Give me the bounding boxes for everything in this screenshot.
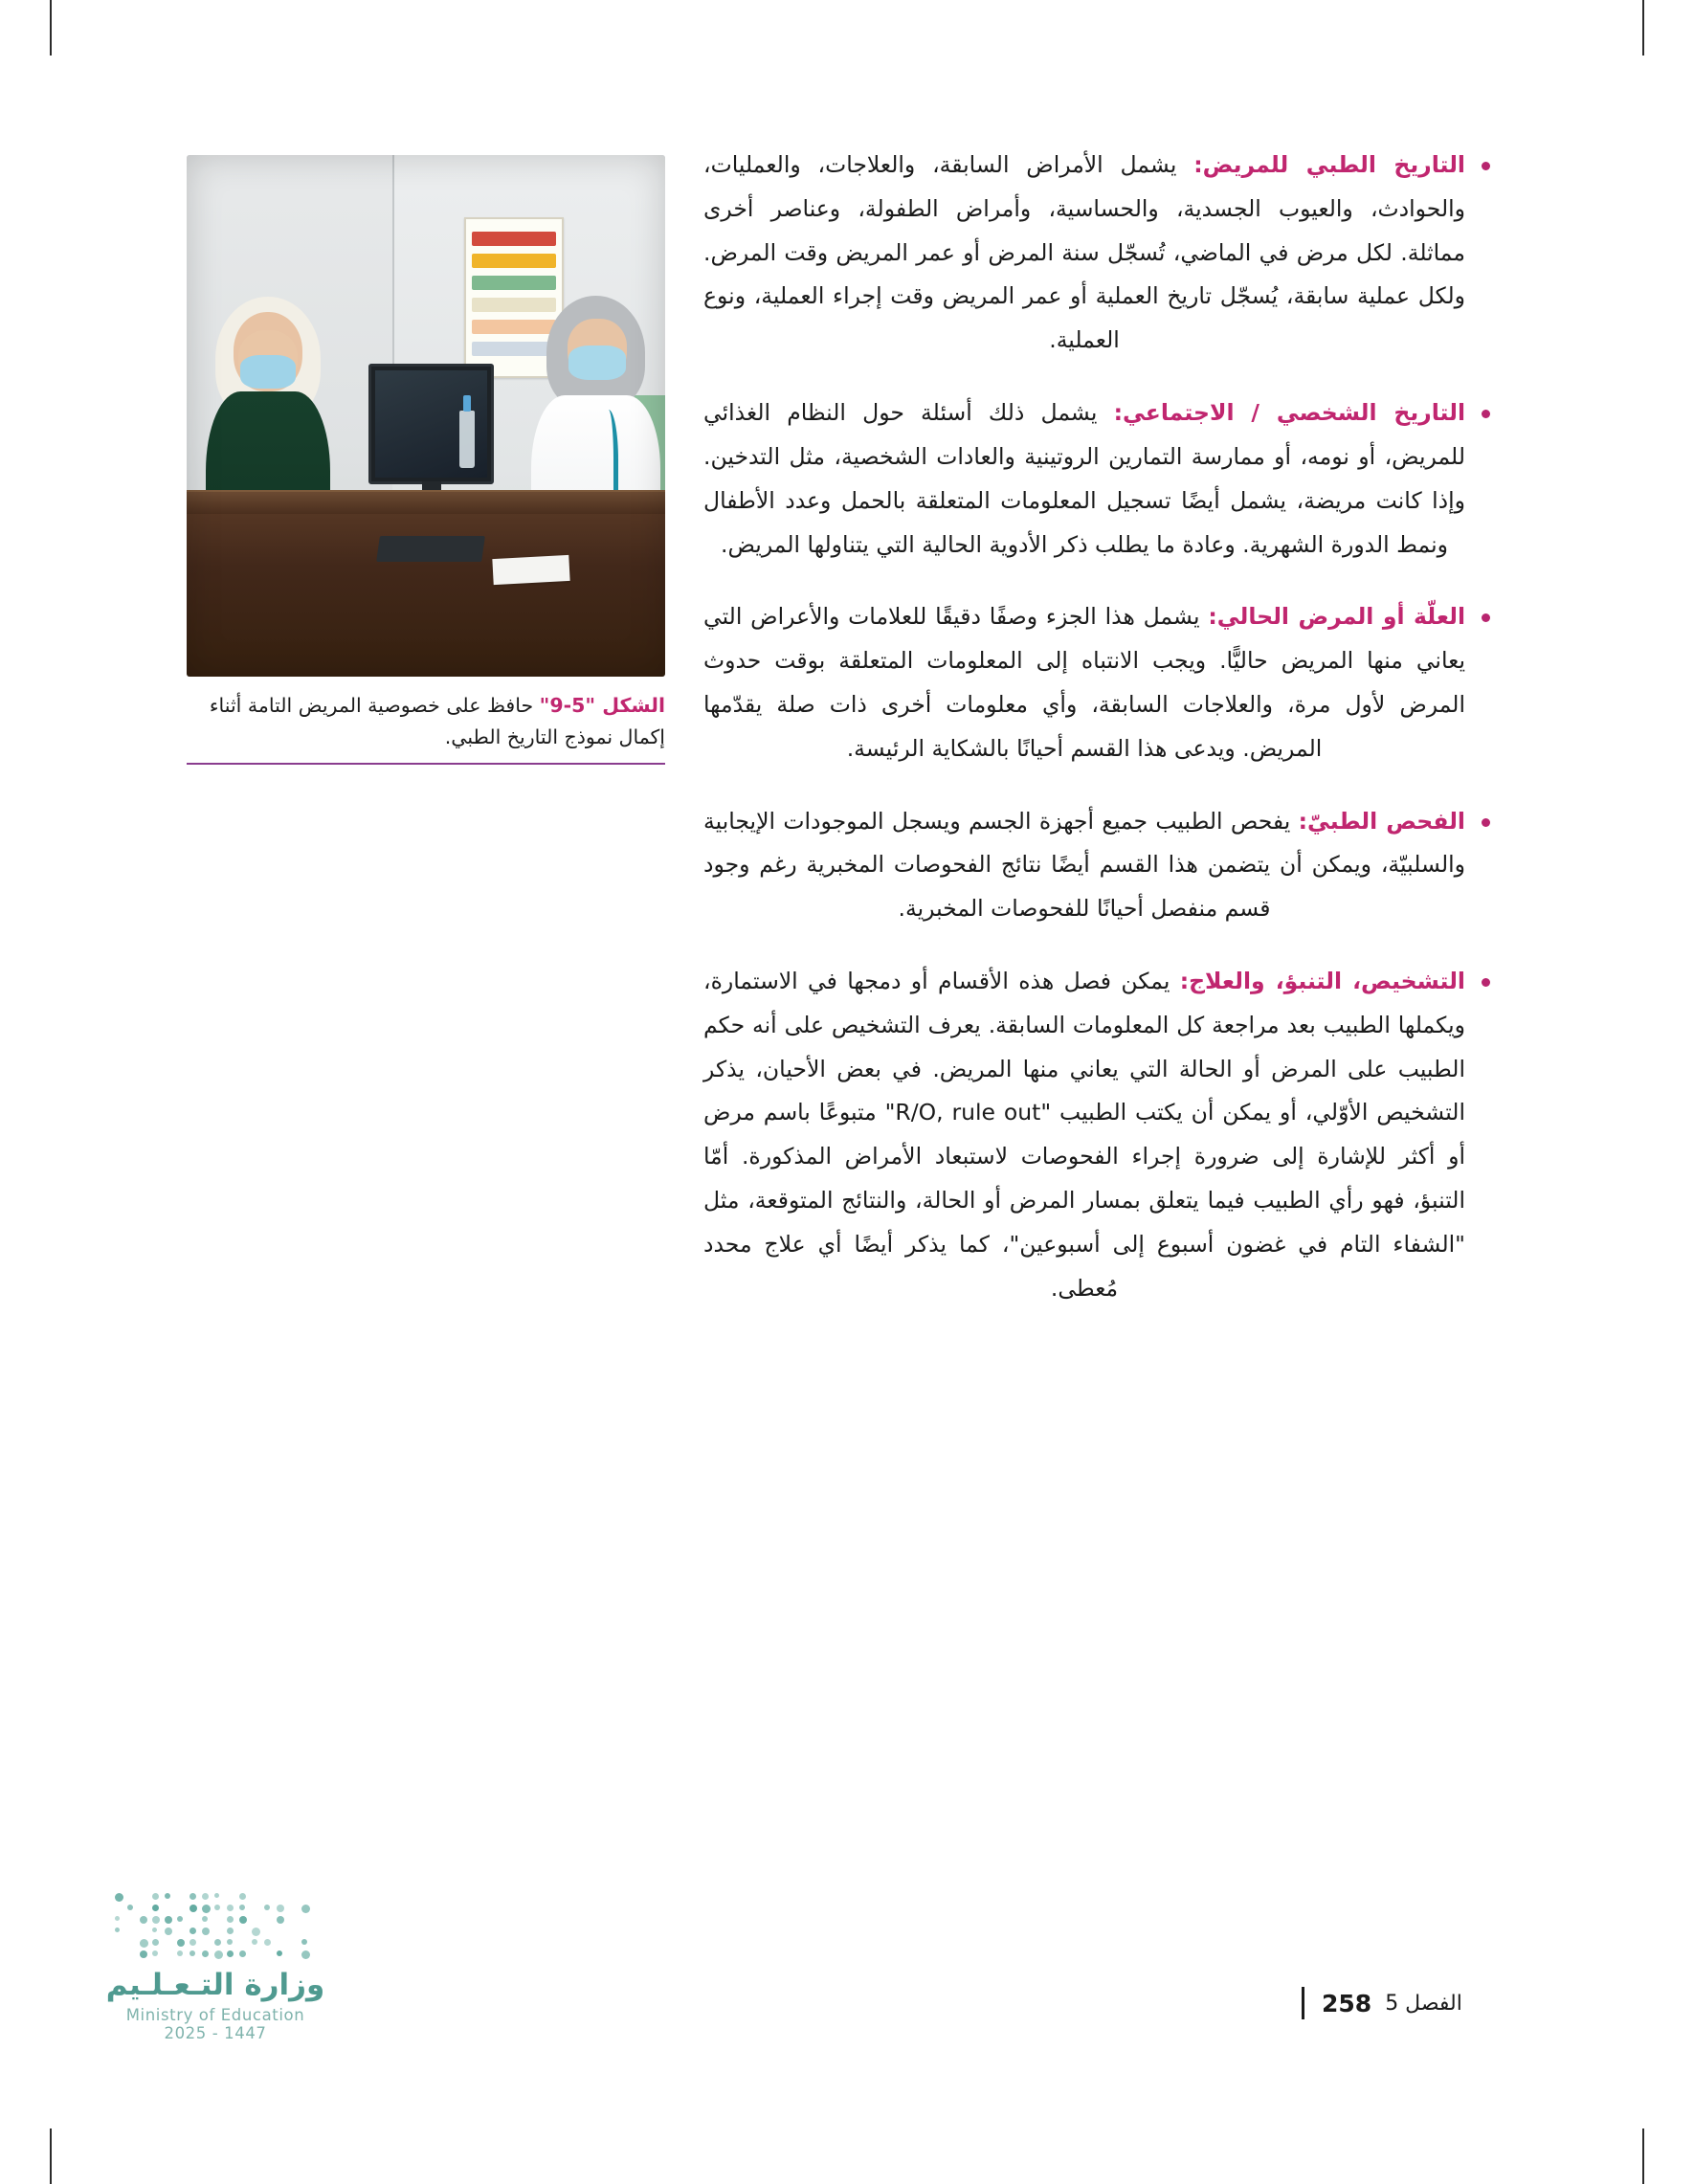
list-item-lead: التاريخ الشخصي / الاجتماعي: [1113,399,1465,427]
list-item-text: يشمل الأمراض السابقة، والعلاجات، والعمليات، والحوادث، والعيوب الجسدية، والحساسية، وأمراض الطفولة، وعناصر أخرى مماثلة. لكل مرض في الماضي، تُسجّل سنة المرض أو عمر المريض وقت المرض. ولكل عملية سابقة، يُسجّل تاريخ العملية أو عمر المريض وقت إجراء العملية، ونوع العملية. [703,151,1465,354]
ministry-year: 2025 - 1447 [164,2024,267,2042]
page-footer [1302,1987,1627,2019]
footer-divider [1302,1987,1304,2019]
list-item-text: يشمل ذلك أسئلة حول النظام الغذائي للمريض، أو نومه، أو ممارسة التمارين الروتينية والعادات الشخصية، مثل التدخين. وإذا كانت مريضة، يشمل أيضًا تسجيل المعلومات المتعلقة بالحمل وعدد الأطفال ونمط الدورة الشهرية. وعادة ما يطلب ذكر الأدوية الحالية التي يتناولها المريض. [703,399,1465,558]
ministry-logo [96,1891,335,2042]
footer-chapter-label: الفصل 5 [1385,1991,1462,2016]
list-item-lead: التاريخ الطبي للمريض: [1193,151,1465,178]
list-item-text: يمكن فصل هذه الأقسام أو دمجها في الاستمارة، ويكملها الطبيب بعد مراجعة كل المعلومات السابقة. يعرف التشخيص على أنه حكم الطبيب على المرض أو الحالة التي يعاني منها المريض. في بعض الأحيان، يذكر التشخيص الأوّلي، أو يمكن أن يكتب الطبيب "R/O, rule out" متبوعًا باسم مرض أو أكثر للإشارة إلى ضرورة إجراء الفحوصات لاستبعاد الأمراض المذكورة. أمّا التنبؤ، فهو رأي الطبيب فيما يتعلق بمسار المرض أو الحالة، والنتائج المتوقعة، مثل "الشفاء التام في غضون أسبوع إلى أسبوعين"، كما يذكر أيضًا أي علاج محدد مُعطى. [703,968,1465,1302]
list-item-lead: العلّة أو المرض الحالي: [1208,603,1466,631]
list-item [703,960,1498,1311]
caption-divider [187,763,665,765]
logo-dot-pattern [113,1891,319,1962]
list-item [703,144,1498,363]
body-text [703,144,1498,1311]
bullet-list [703,144,1498,1311]
list-item [703,800,1498,931]
list-item [703,595,1498,770]
figure-label: الشكل "5-9" [539,694,665,717]
figure-caption-text: حافظ على خصوصية المريض التامة أثناء إكمال نموذج التاريخ الطبي. [209,694,665,748]
list-item-text: يشمل هذا الجزء وصفًا دقيقًا للعلامات والأعراض التي يعاني منها المريض حاليًّا. ويجب الانتباه إلى المعلومات المتعلقة بوقت حدوث المرض لأول مرة، والعلاجات السابقة، وأي معلومات أخرى ذات صلة يقدّمها المريض. ويدعى هذا القسم أحيانًا بالشكاية الرئيسة. [703,603,1465,762]
list-item-text: يفحص الطبيب جميع أجهزة الجسم ويسجل الموجودات الإيجابية والسلبيّة، ويمكن أن يتضمن هذا القسم أيضًا نتائج الفحوصات المخبرية رغم وجود قسم منفصل أحيانًا للفحوصات المخبرية. [703,807,1465,923]
ministry-name-ar: وزارة التـعـلـيم [105,1968,325,2002]
clinic-photo [187,155,665,677]
figure-caption [187,690,665,753]
figure-block [187,155,665,765]
list-item [703,391,1498,567]
list-item-lead: الفحص الطبيّ: [1298,807,1465,835]
ministry-name-en: Ministry of Education [125,2006,305,2024]
page-content [187,144,1498,1311]
photo-vignette [187,155,665,677]
page-number: 258 [1322,1989,1372,2017]
list-item-lead: التشخيص، التنبؤ، والعلاج: [1179,968,1465,994]
figure-image [187,155,665,677]
